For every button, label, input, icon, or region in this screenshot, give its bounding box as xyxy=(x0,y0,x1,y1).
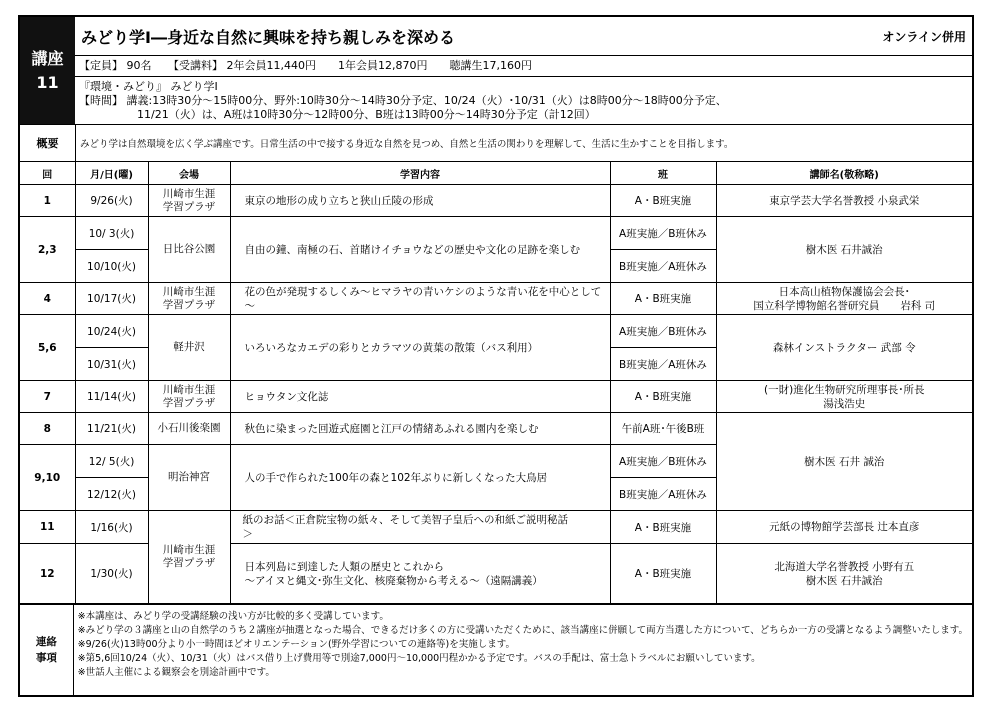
col-header-kai: 回 xyxy=(20,162,75,185)
row-number: 12 xyxy=(20,544,75,604)
table-row xyxy=(20,217,972,250)
row-venue: 明治神宮 xyxy=(148,445,230,511)
time-line-1: 【時間】 講義:13時30分～15時00分、野外:10時30分～14時30分予定、10/24（火）･10/31（火）は8時00分～18時00分予定、 xyxy=(79,94,727,107)
notes-list xyxy=(74,605,972,695)
row-group: B班実施／A班休み xyxy=(610,348,716,381)
col-header-date: 月/日(曜) xyxy=(75,162,148,185)
row-number: 1 xyxy=(20,185,75,217)
online-badge: オンライン併用 xyxy=(882,29,966,44)
row-content: 日本列島に到達した人類の歴史とこれから ～アイヌと縄文･弥生文化、核廃棄物から考える～（遠隔講義） xyxy=(230,544,610,604)
course-header xyxy=(20,17,972,125)
row-group: B班実施／A班休み xyxy=(610,250,716,283)
course-number-badge xyxy=(20,17,75,124)
table-row xyxy=(20,511,972,544)
row-teacher: 北海道大学名誉教授 小野有五 樹木医 石井誠治 xyxy=(716,544,972,604)
row-content: いろいろなカエデの彩りとカラマツの黄葉の散策（バス利用） xyxy=(230,315,610,381)
row-teacher: 日本高山植物保護協会会長･ 国立科学博物館名誉研究員 岩科 司 xyxy=(716,283,972,315)
col-header-han: 班 xyxy=(610,162,716,185)
row-venue: 川崎市生涯 学習プラザ xyxy=(148,511,230,604)
row-number: 7 xyxy=(20,381,75,413)
note-item: ※本講座は、みどり学の受講経験の浅い方が比較的多く受講しています。 xyxy=(77,611,389,622)
row-venue: 川崎市生涯 学習プラザ xyxy=(148,381,230,413)
course-title: みどり学Ⅰ―身近な自然に興味を持ち親しみを深める xyxy=(81,27,455,47)
row-group: A・B班実施 xyxy=(610,544,716,604)
note-item: ※世話人主催による観察会を別途計画中です。 xyxy=(77,667,275,678)
row-date: 10/10(火) xyxy=(75,250,148,283)
row-teacher: 樹木医 石井誠治 xyxy=(716,217,972,283)
row-number: 5,6 xyxy=(20,315,75,381)
col-header-teacher: 講師名(敬称略) xyxy=(716,162,972,185)
row-group: A・B班実施 xyxy=(610,511,716,544)
row-date: 1/16(火) xyxy=(75,511,148,544)
row-teacher: 樹木医 石井 誠治 xyxy=(716,413,972,511)
row-number: 2,3 xyxy=(20,217,75,283)
col-header-content: 学習内容 xyxy=(230,162,610,185)
table-row xyxy=(20,283,972,315)
row-date: 11/14(火) xyxy=(75,381,148,413)
row-group: A・B班実施 xyxy=(610,185,716,217)
row-content: ヒョウタン文化誌 xyxy=(230,381,610,413)
table-row xyxy=(20,413,972,445)
row-date: 12/12(火) xyxy=(75,478,148,511)
row-content: 秋色に染まった回遊式庭園と江戸の情緒あふれる園内を楽しむ xyxy=(230,413,610,445)
row-content: 人の手で作られた100年の森と102年ぶりに新しくなった大鳥居 xyxy=(230,445,610,511)
note-item: ※みどり学の３講座と山の自然学のうち２講座が抽選となった場合、できるだけ多くの方に受講いただくために、該当講座に併願して両方当選した方について、どちらか一方の受講となるよう調整いたします。 xyxy=(77,625,968,636)
course-sheet xyxy=(18,15,974,697)
row-content: 紙のお話＜正倉院宝物の紙々、そして美智子皇后への和紙ご説明秘話 ＞ xyxy=(230,511,610,544)
row-content: 自由の鐘、南極の石、首賭けイチョウなどの歴史や文化の足跡を楽しむ xyxy=(230,217,610,283)
row-number: 9,10 xyxy=(20,445,75,511)
row-date: 10/24(火) xyxy=(75,315,148,348)
col-header-venue: 会場 xyxy=(148,162,230,185)
table-row xyxy=(20,381,972,413)
row-teacher: 元紙の博物館学芸部長 辻本直彦 xyxy=(716,511,972,544)
row-content: 東京の地形の成り立ちと狭山丘陵の形成 xyxy=(230,185,610,217)
schedule-table xyxy=(20,162,972,604)
notes-label: 連絡 事項 xyxy=(20,605,74,695)
table-row xyxy=(20,185,972,217)
row-date: 10/17(火) xyxy=(75,283,148,315)
time-line-2: 11/21（火）は、A班は10時30分～12時00分、B班は13時00分～14時30分予定（計12回） xyxy=(137,108,596,121)
row-venue: 軽井沢 xyxy=(148,315,230,381)
row-teacher: (一財)進化生物研究所理事長･所長 湯浅浩史 xyxy=(716,381,972,413)
note-item: ※第5,6回10/24（火）、10/31（火）はバス借り上げ費用等で別途7,000円～10,000円程かかる予定です。バスの手配は、富士急トラベルにお願いしています。 xyxy=(77,653,761,664)
row-teacher: 森林インストラクター 武部 令 xyxy=(716,315,972,381)
row-number: 11 xyxy=(20,511,75,544)
row-number: 4 xyxy=(20,283,75,315)
summary-text: みどり学は自然環境を広く学ぶ講座です。日常生活の中で接する身近な自然を見つめ、自然と生活の関わりを理解して、生活に生かすことを目指します。 xyxy=(80,139,734,150)
row-venue: 川崎市生涯 学習プラザ xyxy=(148,185,230,217)
row-group: A・B班実施 xyxy=(610,283,716,315)
capacity-fee-line: 【定員】 90名 【受講料】 2年会員11,440円 1年会員12,870円 聴講生17,160円 xyxy=(75,56,972,77)
row-date: 12/ 5(火) xyxy=(75,445,148,478)
row-group: A班実施／B班休み xyxy=(610,217,716,250)
row-venue: 小石川後楽園 xyxy=(148,413,230,445)
summary-label: 概要 xyxy=(20,125,76,161)
summary-row xyxy=(20,125,972,162)
row-content: 花の色が発現するしくみ～ヒマラヤの青いケシのような青い花を中心として～ xyxy=(230,283,610,315)
category-line: 『環境・みどり』 みどり学Ⅰ xyxy=(79,80,218,93)
row-group: B班実施／A班休み xyxy=(610,478,716,511)
row-number: 8 xyxy=(20,413,75,445)
row-date: 10/ 3(火) xyxy=(75,217,148,250)
course-label: 講座 xyxy=(31,49,64,68)
row-group: A・B班実施 xyxy=(610,381,716,413)
row-venue: 川崎市生涯 学習プラザ xyxy=(148,283,230,315)
row-date: 11/21(火) xyxy=(75,413,148,445)
note-item: ※9/26(火)13時00分より小一時間ほどオリエンテーション(野外学習についての連絡等)を実施します。 xyxy=(77,639,515,650)
table-row xyxy=(20,315,972,348)
row-group: A班実施／B班休み xyxy=(610,315,716,348)
notes-section xyxy=(20,604,972,695)
row-date: 9/26(火) xyxy=(75,185,148,217)
row-date: 1/30(火) xyxy=(75,544,148,604)
row-group: A班実施／B班休み xyxy=(610,445,716,478)
row-teacher: 東京学芸大学名誉教授 小泉武栄 xyxy=(716,185,972,217)
row-group: 午前A班･午後B班 xyxy=(610,413,716,445)
row-venue: 日比谷公園 xyxy=(148,217,230,283)
row-date: 10/31(火) xyxy=(75,348,148,381)
course-number: 11 xyxy=(36,73,59,92)
